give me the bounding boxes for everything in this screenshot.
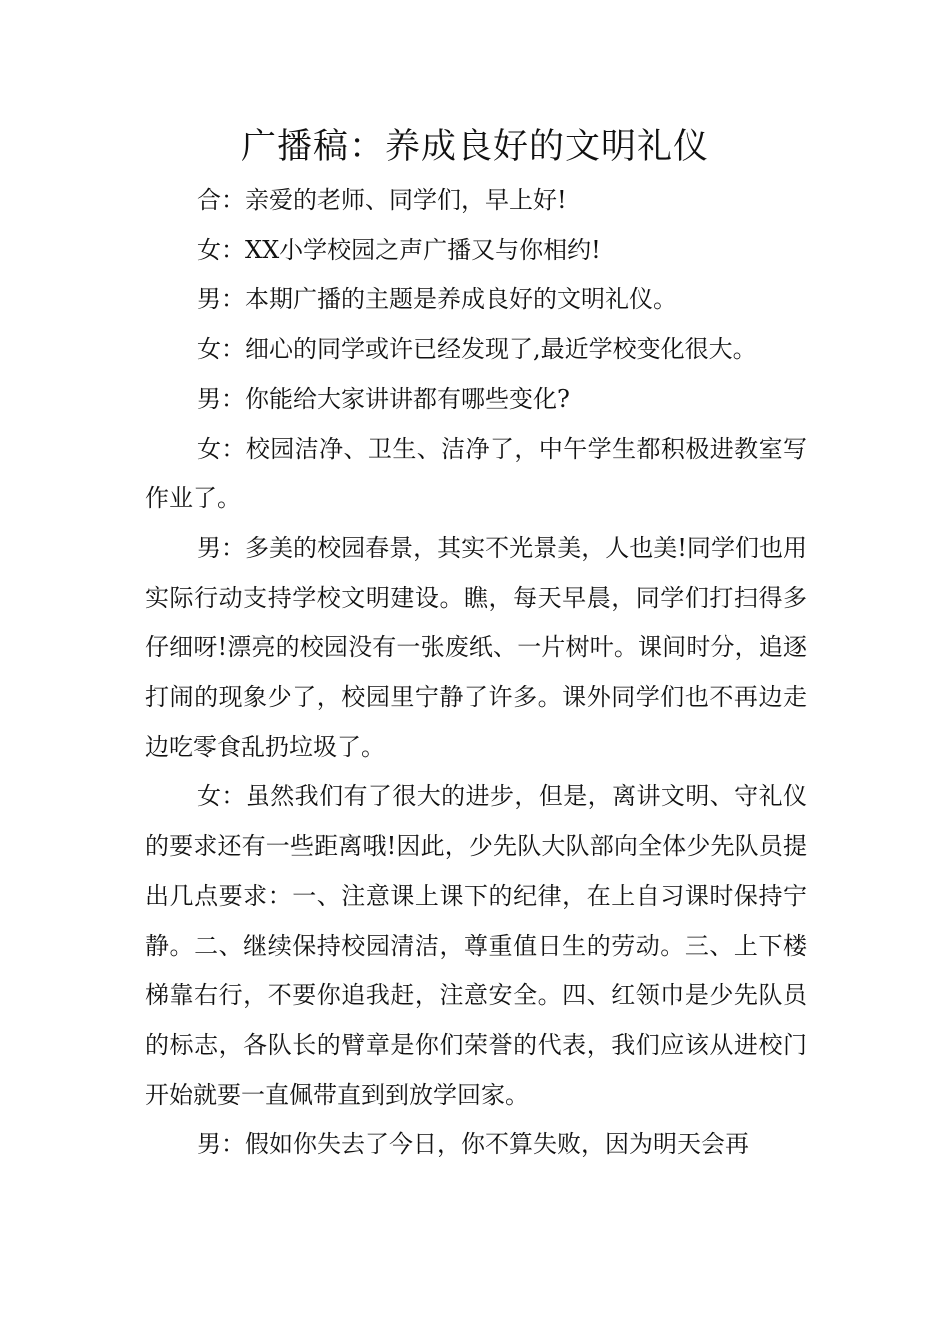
paragraph-greeting: 合：亲爱的老师、同学们，早上好! bbox=[197, 186, 567, 214]
paragraph-campus-clean: 女：校园洁净、卫生、洁净了，中午学生都积极进教室写作业了。 bbox=[145, 434, 807, 513]
paragraph-changes: 女：细心的同学或许已经发现了,最近学校变化很大。 bbox=[197, 335, 757, 364]
paragraph-campus-scene: 男：多美的校园春景，其实不光景美，人也美!同学们也用实际行动支持学校文明建设。瞧，每天早晨，同学们打扫得多仔细呀!漂亮的校园没有一张废纸、一片树叶。课间时分，追逐打闹的现象少了，校园里宁静了许多。课外同学们也不再边走边吃零食乱扔垃圾了。 bbox=[145, 533, 807, 761]
paragraph-requirements: 女：虽然我们有了很大的进步，但是，离讲文明、守礼仪的要求还有一些距离哦!因此，少先队大队部向全体少先队员提出几点要求：一、注意课上课下的纪律，在上自习课时保持宁静。二、继续保持校园清洁，尊重值日生的劳动。三、上下楼梯靠右行，不要你追我赶，注意安全。四、红领巾是少先队员的标志，各队长的臂章是你们荣誉的代表，我们应该从进校门开始就要一直佩带直到到放学回家。 bbox=[145, 782, 807, 1109]
document-title: 广播稿：养成良好的文明礼仪 bbox=[240, 127, 709, 167]
paragraph-theme: 男：本期广播的主题是养成良好的文明礼仪。 bbox=[197, 285, 677, 314]
paragraph-intro: 女：XX小学校园之声广播又与你相约! bbox=[197, 235, 601, 264]
document-body bbox=[145, 176, 807, 1170]
paragraph-question: 男：你能给大家讲讲都有哪些变化? bbox=[197, 384, 570, 413]
paragraph-closing: 男：假如你失去了今日，你不算失败，因为明天会再 bbox=[197, 1130, 749, 1159]
